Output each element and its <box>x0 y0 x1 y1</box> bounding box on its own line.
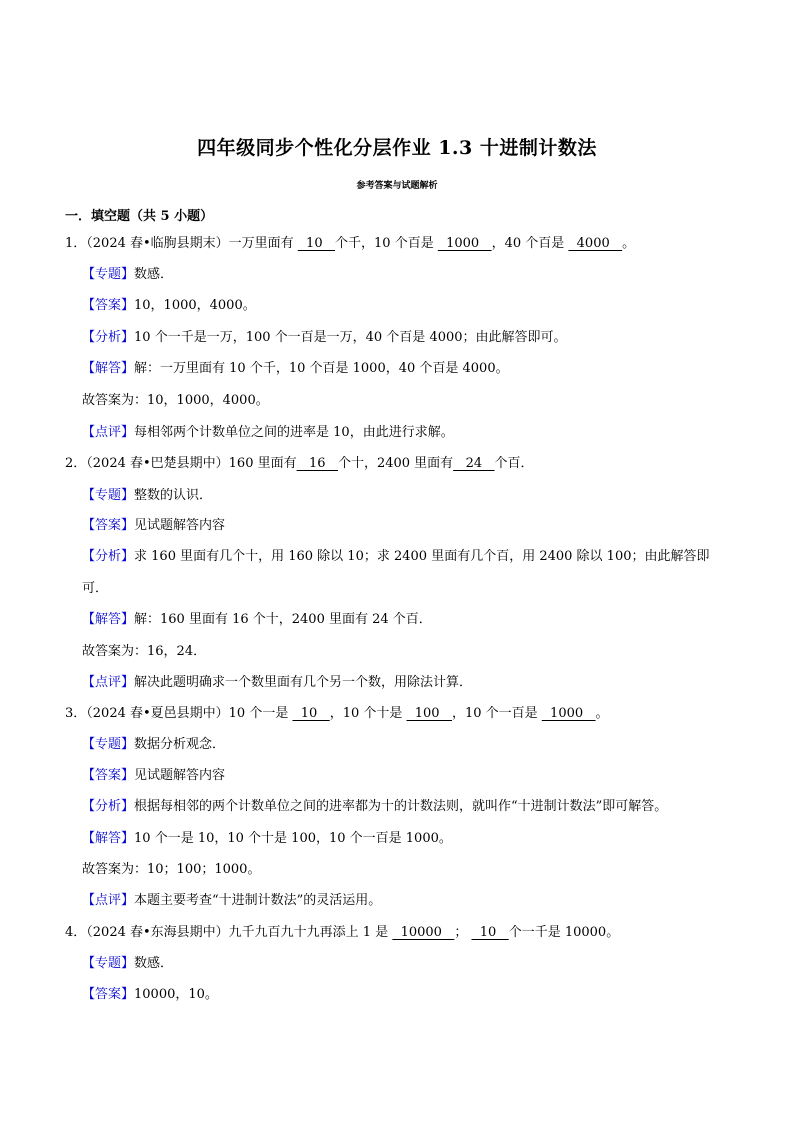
question-text: 2．（2024 春•巴楚县期中）160 里面有 <box>65 456 297 471</box>
question-text: 个一千是 10000。 <box>508 925 620 940</box>
solution-line <box>82 830 452 848</box>
topic-label: 【专题】 <box>82 488 135 503</box>
question-text: 个十，2400 里面有 <box>337 456 454 471</box>
solution-label: 【解答】 <box>82 831 135 846</box>
answer-blank: 1000 <box>541 706 596 721</box>
topic-line <box>82 955 173 973</box>
answer-text: 见试题解答内容 <box>134 768 226 783</box>
answer-line <box>82 297 256 315</box>
solution-text: 解：一万里面有 10 个千，10 个百是 1000，40 个百是 4000。 <box>134 361 509 376</box>
answer-text: 10000，10。 <box>134 987 218 1002</box>
answer-label: 【答案】 <box>82 768 135 783</box>
topic-text: 整数的认识． <box>134 488 213 503</box>
answer-blank: 1000 <box>437 236 492 251</box>
answer-text: 见试题解答内容 <box>134 518 226 533</box>
question-text: ，10 个一百是 <box>451 706 542 721</box>
answer-line <box>82 517 225 535</box>
question-2 <box>65 455 534 473</box>
page-subtitle: 参考答案与试题解析 <box>356 181 438 191</box>
comment-label: 【点评】 <box>82 425 135 440</box>
solution-line <box>82 360 509 378</box>
analysis-line <box>82 798 667 816</box>
question-text: ； <box>454 925 472 940</box>
result-line: 故答案为：10；100；1000。 <box>82 862 261 877</box>
analysis-label: 【分析】 <box>82 330 135 345</box>
page-title: 四年级同步个性化分层作业 1.3 十进制计数法 <box>197 137 597 159</box>
analysis-label: 【分析】 <box>82 549 135 564</box>
comment-line <box>82 674 472 692</box>
topic-label: 【专题】 <box>82 956 135 971</box>
topic-text: 数据分析观念． <box>134 737 226 752</box>
topic-text: 数感． <box>134 956 174 971</box>
result-line: 故答案为：16，24． <box>82 644 207 659</box>
answer-text: 10，1000，4000。 <box>134 298 256 313</box>
answer-line <box>82 986 218 1004</box>
comment-label: 【点评】 <box>82 893 135 908</box>
question-1 <box>65 235 635 253</box>
solution-text: 10 个一是 10，10 个十是 100，10 个一百是 1000。 <box>134 831 452 846</box>
solution-label: 【解答】 <box>82 361 135 376</box>
solution-line <box>82 611 432 629</box>
topic-label: 【专题】 <box>82 267 135 282</box>
solution-text: 解：160 里面有 16 个十，2400 里面有 24 个百． <box>134 612 432 627</box>
question-text: ，40 个百是 <box>491 236 569 251</box>
answer-blank: 4000 <box>568 236 623 251</box>
comment-text: 解决此题明确求一个数里面有几个另一个数，用除法计算． <box>134 675 473 690</box>
analysis-text: 求 160 里面有几个十，用 160 除以 10；求 2400 里面有几个百，用 2400 除以 100；由此解答即 <box>134 549 710 564</box>
topic-label: 【专题】 <box>82 737 135 752</box>
answer-blank: 24 <box>453 456 495 471</box>
solution-label: 【解答】 <box>82 612 135 627</box>
comment-text: 本题主要考查“十进制计数法”的灵活运用。 <box>134 893 382 908</box>
topic-line <box>82 487 212 505</box>
answer-line <box>82 767 225 785</box>
answer-label: 【答案】 <box>82 518 135 533</box>
comment-line <box>82 892 381 910</box>
answer-label: 【答案】 <box>82 987 135 1002</box>
question-3 <box>65 705 609 723</box>
question-text: 。 <box>595 706 609 721</box>
analysis-label: 【分析】 <box>82 799 135 814</box>
topic-text: 数感． <box>134 267 174 282</box>
section-heading: 一．填空题（共 5 小题） <box>65 209 214 224</box>
topic-line <box>82 266 173 284</box>
analysis-text: 10 个一千是一万，100 个一百是一万，40 个百是 4000；由此解答即可。 <box>134 330 567 345</box>
result-line: 故答案为：10，1000，4000。 <box>82 393 269 408</box>
question-4 <box>65 924 619 942</box>
analysis-line-continued: 可． <box>82 581 109 596</box>
analysis-line <box>82 329 567 347</box>
comment-text: 每相邻两个计数单位之间的进率是 10，由此进行求解。 <box>134 425 454 440</box>
answer-blank: 10 <box>297 236 336 251</box>
answer-blank: 10 <box>471 925 509 940</box>
comment-label: 【点评】 <box>82 675 135 690</box>
question-text: 3．（2024 春•夏邑县期中）10 个一是 <box>65 706 293 721</box>
answer-blank: 10000 <box>392 925 455 940</box>
analysis-text: 根据每相邻的两个计数单位之间的进率都为十的计数法则，就叫作“十进制计数法”即可解答。 <box>134 799 668 814</box>
answer-blank: 10 <box>292 706 330 721</box>
question-text: 个百． <box>494 456 534 471</box>
question-text: 。 <box>622 236 636 251</box>
question-text: 4．（2024 春•东海县期中）九千九百九十九再添上 1 是 <box>65 925 393 940</box>
question-text: 个千，10 个百是 <box>335 236 438 251</box>
analysis-line <box>82 548 710 566</box>
answer-blank: 16 <box>296 456 338 471</box>
question-text: 1．（2024 春•临朐县期末）一万里面有 <box>65 236 298 251</box>
answer-blank: 100 <box>406 706 452 721</box>
topic-line <box>82 736 225 754</box>
answer-label: 【答案】 <box>82 298 135 313</box>
question-text: ，10 个十是 <box>329 706 407 721</box>
comment-line <box>82 424 454 442</box>
